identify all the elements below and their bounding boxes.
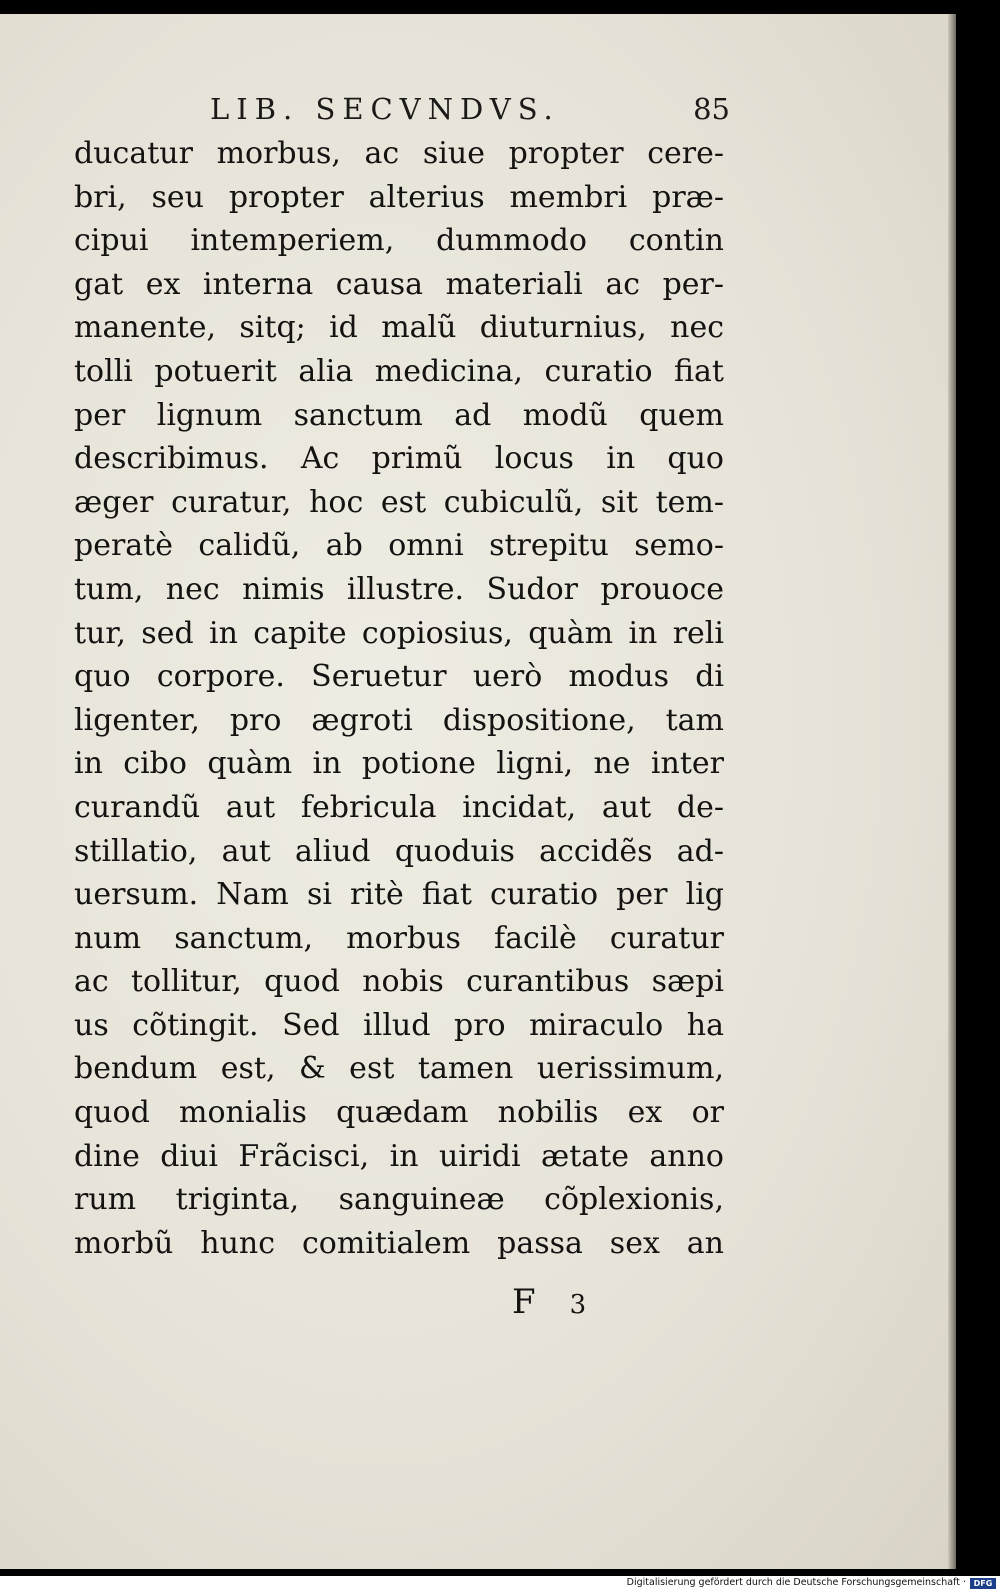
- text-line: manente, sitq; id malũ diuturnius, nec: [74, 310, 724, 346]
- text-line: ligenter, pro ægroti dispositione, tam: [74, 702, 724, 738]
- text-line: gat ex interna causa materiali ac per-: [74, 266, 724, 302]
- text-line: per lignum sanctum ad modũ quem: [74, 397, 724, 433]
- signature-mark: [512, 1282, 586, 1322]
- text-line: peratè calidũ, ab omni strepitu semo-: [74, 528, 724, 564]
- text-line: quod monialis quædam nobilis ex or: [74, 1095, 724, 1131]
- text-line: num sanctum, morbus facilè curatur: [74, 920, 724, 956]
- text-line: us cõtingit. Sed illud pro miraculo ha: [74, 1007, 724, 1043]
- text-line: ac tollitur, quod nobis curantibus sæpi: [74, 964, 724, 1000]
- text-line: morbũ hunc comitialem passa sex an: [74, 1225, 724, 1261]
- running-title: LIB. SECVNDVS.: [210, 92, 560, 126]
- book-page: [0, 14, 948, 1569]
- signature-letter: F: [512, 1282, 536, 1322]
- text-line: tolli potuerit alia medicina, curatio fiat: [74, 353, 724, 389]
- text-line: rum triginta, sanguineæ cõplexionis,: [74, 1182, 724, 1218]
- text-line: ducatur morbus, ac siue propter cere-: [74, 136, 724, 171]
- text-line: stillatio, aut aliud quoduis accidẽs ad-: [74, 833, 724, 869]
- text-line: tum, nec nimis illustre. Sudor prouoce: [74, 571, 724, 607]
- text-line: bri, seu propter alterius membri præ-: [74, 179, 724, 215]
- signature-number: 3: [569, 1290, 587, 1320]
- text-line: æger curatur, hoc est cubiculũ, sit tem-: [74, 484, 724, 520]
- text-line: describimus. Ac primũ locus in quo: [74, 441, 724, 477]
- dfg-logo: DFG: [970, 1578, 996, 1589]
- text-line: tur, sed in capite copiosius, quàm in reli: [74, 615, 724, 651]
- text-line: curandũ aut febricula incidat, aut de-: [74, 789, 724, 825]
- funding-credit: Digitalisierung gefördert durch die Deutsche Forschungsgemeinschaft ·: [626, 1577, 966, 1588]
- text-line: cipui intemperiem, dummodo contin: [74, 223, 724, 259]
- text-line: uersum. Nam si ritè fiat curatio per lig: [74, 877, 724, 913]
- running-head: [210, 92, 730, 132]
- text-line: dine diui Frãcisci, in uiridi ætate anno: [74, 1138, 724, 1174]
- body-text: [74, 132, 724, 1265]
- text-line: quo corpore. Seruetur uerò modus di: [74, 659, 724, 695]
- text-line: in cibo quàm in potione ligni, ne inter: [74, 746, 724, 782]
- page-number: 85: [693, 92, 730, 126]
- page-edge: [948, 14, 956, 1569]
- text-line: bendum est, & est tamen uerissimum,: [74, 1051, 724, 1087]
